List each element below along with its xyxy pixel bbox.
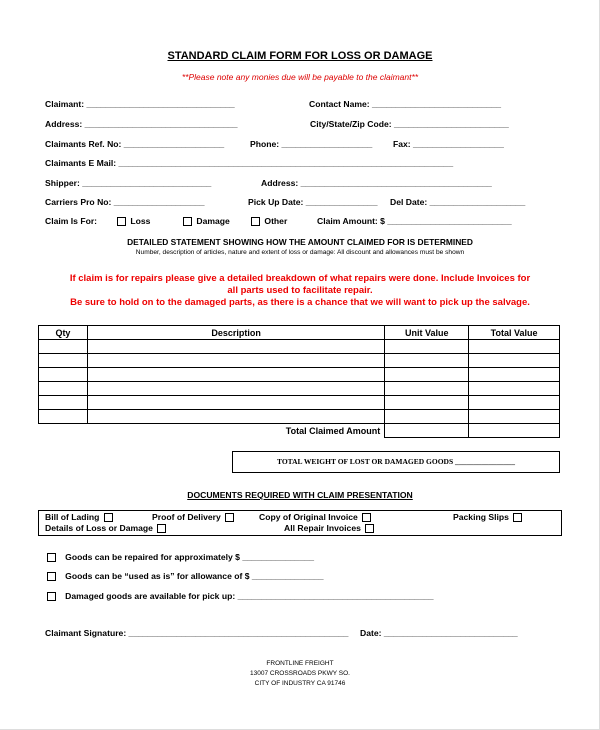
documents-heading: DOCUMENTS REQUIRED WITH CLAIM PRESENTATION xyxy=(187,490,413,500)
copy-of-invoice-label: Copy of Original Invoice xyxy=(259,512,358,522)
claim-amount-field[interactable]: Claim Amount: $ __________________________ xyxy=(317,216,512,226)
total-claimed-label: Total Claimed Amount xyxy=(285,425,381,436)
city-state-zip-field[interactable]: City/State/Zip Code: ________________________ xyxy=(310,119,509,129)
repair-invoices-checkbox[interactable] xyxy=(365,524,374,533)
loss-label: Loss xyxy=(130,216,151,226)
used-as-is-label: Goods can be “used as is” for allowance of $ _______________ xyxy=(65,571,324,581)
pick-up-checkbox[interactable] xyxy=(47,592,56,601)
claim-items-table xyxy=(38,325,560,438)
repair-instructions-2: all parts used to facilitate repair. xyxy=(227,285,373,296)
repaired-checkbox[interactable] xyxy=(47,553,56,562)
table-row[interactable] xyxy=(39,340,560,354)
copy-of-invoice-option[interactable] xyxy=(259,512,373,522)
bill-of-lading-option[interactable] xyxy=(45,512,115,522)
documents-box xyxy=(38,510,562,536)
repair-invoices-label: All Repair Invoices xyxy=(284,523,361,533)
phone-field[interactable]: Phone: ___________________ xyxy=(250,139,373,149)
claimants-ref-field[interactable]: Claimants Ref. No: _____________________ xyxy=(45,139,225,149)
form-title: STANDARD CLAIM FORM FOR LOSS OR DAMAGE xyxy=(167,50,433,62)
contact-name-field[interactable]: Contact Name: ___________________________ xyxy=(309,99,502,109)
damage-checkbox[interactable] xyxy=(183,217,192,226)
details-of-loss-option[interactable] xyxy=(45,523,168,533)
description-header: Description xyxy=(87,326,384,340)
payment-note: **Please note any monies due will be payable to the claimant** xyxy=(181,72,419,82)
packing-slips-option[interactable] xyxy=(453,512,524,522)
carriers-pro-field[interactable]: Carriers Pro No: ___________________ xyxy=(45,197,205,207)
other-option[interactable] xyxy=(249,216,287,226)
other-label: Other xyxy=(264,216,288,226)
total-value-cell[interactable] xyxy=(469,424,560,438)
table-row[interactable] xyxy=(39,368,560,382)
company-name: FRONTLINE FREIGHT xyxy=(266,660,334,667)
table-row[interactable] xyxy=(39,354,560,368)
repair-invoices-option[interactable] xyxy=(284,523,376,533)
del-date-field[interactable]: Del Date: ____________________ xyxy=(390,197,526,207)
total-value-header: Total Value xyxy=(469,326,560,340)
details-of-loss-checkbox[interactable] xyxy=(157,524,166,533)
bill-of-lading-checkbox[interactable] xyxy=(104,513,113,522)
total-weight-box[interactable]: TOTAL WEIGHT OF LOST OR DAMAGED GOODS ________________ xyxy=(232,451,560,473)
table-row[interactable] xyxy=(39,382,560,396)
address-field[interactable]: Address: ________________________________ xyxy=(45,119,238,129)
repaired-label: Goods can be repaired for approximately $ _______________ xyxy=(65,552,315,562)
salvage-instructions: Be sure to hold on to the damaged parts, as there is a chance that we will want to pick up the salvage. xyxy=(70,297,530,308)
packing-slips-checkbox[interactable] xyxy=(513,513,522,522)
details-of-loss-label: Details of Loss or Damage xyxy=(45,523,153,533)
signature-date-field[interactable]: Date: ____________________________ xyxy=(360,628,518,638)
loss-option[interactable] xyxy=(115,216,150,226)
used-as-is-option[interactable] xyxy=(45,571,324,581)
company-street: 13007 CROSSROADS PKWY SO. xyxy=(250,670,350,677)
proof-of-delivery-option[interactable] xyxy=(152,512,236,522)
damage-label: Damage xyxy=(196,216,230,226)
pick-up-option[interactable] xyxy=(45,591,434,601)
proof-of-delivery-label: Proof of Delivery xyxy=(152,512,221,522)
claimants-email-field[interactable]: Claimants E Mail: ______________________________________________________________________ xyxy=(45,158,454,168)
packing-slips-label: Packing Slips xyxy=(453,512,509,522)
fax-field[interactable]: Fax: ___________________ xyxy=(393,139,504,149)
proof-of-delivery-checkbox[interactable] xyxy=(225,513,234,522)
shipper-address-field[interactable]: Address: ________________________________________ xyxy=(261,178,492,188)
claimant-field[interactable]: Claimant: _______________________________ xyxy=(45,99,235,109)
bill-of-lading-label: Bill of Lading xyxy=(45,512,100,522)
repair-instructions-1: If claim is for repairs please give a detailed breakdown of what repairs were done. Include Invoices for xyxy=(69,273,531,284)
copy-of-invoice-checkbox[interactable] xyxy=(362,513,371,522)
other-checkbox[interactable] xyxy=(251,217,260,226)
total-row xyxy=(39,424,560,438)
company-city: CITY OF INDUSTRY CA 91746 xyxy=(254,680,346,687)
total-unit-cell[interactable] xyxy=(385,424,469,438)
table-row[interactable] xyxy=(39,396,560,410)
used-as-is-checkbox[interactable] xyxy=(47,572,56,581)
unit-value-header: Unit Value xyxy=(385,326,469,340)
pick-up-date-field[interactable]: Pick Up Date: _______________ xyxy=(248,197,378,207)
shipper-field[interactable]: Shipper: ___________________________ xyxy=(45,178,212,188)
table-header-row xyxy=(39,326,560,340)
claimant-signature-field[interactable]: Claimant Signature: ______________________________________________ xyxy=(45,628,349,638)
statement-subheading: Number, description of articles, nature and extent of loss or damage: All discount and allowances must be shown xyxy=(135,249,465,256)
claim-is-for-label: Claim Is For: xyxy=(45,216,98,226)
damage-option[interactable] xyxy=(181,216,230,226)
repaired-option[interactable] xyxy=(45,552,314,562)
pick-up-label: Damaged goods are available for pick up: _________________________________________ xyxy=(65,591,434,601)
statement-heading: DETAILED STATEMENT SHOWING HOW THE AMOUNT CLAIMED FOR IS DETERMINED xyxy=(127,237,473,247)
table-row[interactable] xyxy=(39,410,560,424)
loss-checkbox[interactable] xyxy=(117,217,126,226)
qty-header: Qty xyxy=(39,326,88,340)
